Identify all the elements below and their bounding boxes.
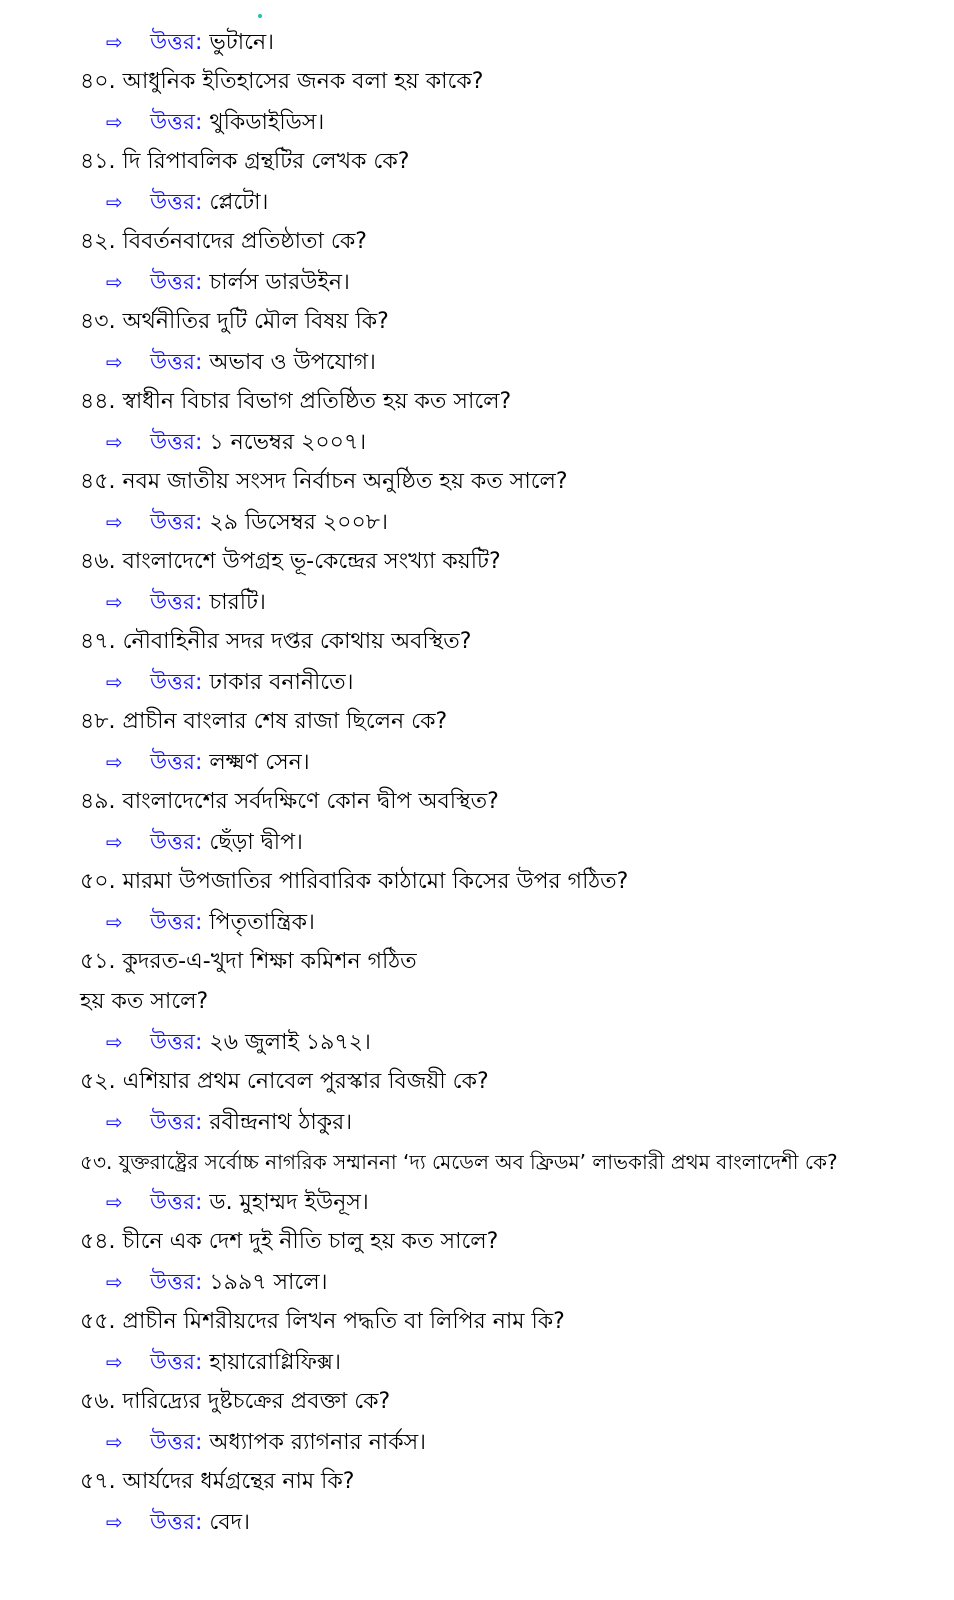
question-row: ৪৫. নবম জাতীয় সংসদ নির্বাচন অনুষ্ঠিত হয় কত সালে? — [80, 469, 568, 494]
answer-row — [106, 1186, 369, 1218]
answer-label: উত্তর: — [150, 910, 203, 935]
question-row: ৫০. মারমা উপজাতির পারিবারিক কাঠামো কিসের উপর গঠিত? — [80, 869, 629, 894]
answer-row — [106, 586, 266, 618]
answer-label: উত্তর: — [150, 1270, 203, 1295]
answer-row — [106, 26, 274, 58]
arrow-right-icon: ⇨ — [106, 670, 123, 694]
answer-label: উত্তর: — [150, 190, 203, 215]
answer-row — [106, 746, 310, 778]
answer-row — [106, 1026, 371, 1058]
answer-label: উত্তর: — [150, 1430, 203, 1455]
answer-row — [106, 666, 353, 698]
arrow-right-icon: ⇨ — [106, 590, 123, 614]
answer-text: রবীন্দ্রনাথ ঠাকুর। — [209, 1110, 353, 1135]
answer-row — [106, 426, 366, 458]
answer-label: উত্তর: — [150, 670, 203, 695]
arrow-right-icon: ⇨ — [106, 270, 123, 294]
question-row: ৪৭. নৌবাহিনীর সদর দপ্তর কোথায় অবস্থিত? — [80, 629, 472, 654]
arrow-right-icon: ⇨ — [106, 1430, 123, 1454]
answer-row — [106, 106, 324, 138]
answer-row — [106, 826, 303, 858]
arrow-right-icon: ⇨ — [106, 1110, 123, 1134]
answer-text: পিতৃতান্ত্রিক। — [209, 910, 315, 935]
answer-text: লক্ষ্মণ সেন। — [209, 750, 310, 775]
answer-label: উত্তর: — [150, 1510, 203, 1535]
answer-label: উত্তর: — [150, 590, 203, 615]
question-row: ৪১. দি রিপাবলিক গ্রন্থটির লেখক কে? — [80, 149, 410, 174]
answer-label: উত্তর: — [150, 830, 203, 855]
arrow-right-icon: ⇨ — [106, 510, 123, 534]
answer-text: ১ নভেম্বর ২০০৭। — [209, 430, 367, 455]
arrow-right-icon: ⇨ — [106, 1350, 123, 1374]
answer-text: ২৬ জুলাই ১৯৭২। — [209, 1030, 371, 1055]
answer-text: ভুটানে। — [209, 30, 274, 55]
answer-label: উত্তর: — [150, 1190, 203, 1215]
answer-text: বেদ। — [209, 1510, 250, 1535]
answer-row — [106, 346, 376, 378]
answer-label: উত্তর: — [150, 30, 203, 55]
answer-text: ছেঁড়া দ্বীপ। — [209, 830, 303, 855]
arrow-right-icon: ⇨ — [106, 1190, 123, 1214]
answer-row — [106, 1426, 426, 1458]
answer-label: উত্তর: — [150, 430, 203, 455]
arrow-right-icon: ⇨ — [106, 750, 123, 774]
answer-label: উত্তর: — [150, 750, 203, 775]
answer-text: ২৯ ডিসেম্বর ২০০৮। — [209, 510, 388, 535]
question-row: ৪২. বিবর্তনবাদের প্রতিষ্ঠাতা কে? — [80, 229, 367, 254]
answer-text: হায়ারোগ্লিফিক্স। — [209, 1350, 341, 1375]
answer-text: থুকিডাইডিস। — [209, 110, 325, 135]
answer-row — [106, 506, 388, 538]
answer-row — [106, 1346, 341, 1378]
question-row: ৪৩. অর্থনীতির দুটি মৌল বিষয় কি? — [80, 309, 389, 334]
question-row: ৫১. কুদরত-এ-খুদা শিক্ষা কমিশন গঠিত — [80, 949, 417, 974]
answer-row — [106, 186, 268, 218]
answer-row — [106, 266, 350, 298]
answer-row — [106, 906, 315, 938]
arrow-right-icon: ⇨ — [106, 830, 123, 854]
answer-text: চারটি। — [209, 590, 266, 615]
question-row: ৫২. এশিয়ার প্রথম নোবেল পুরস্কার বিজয়ী কে? — [80, 1069, 489, 1094]
answer-row — [106, 1266, 328, 1298]
arrow-right-icon: ⇨ — [106, 30, 123, 54]
question-row: ৪৯. বাংলাদেশের সর্বদক্ষিণে কোন দ্বীপ অবস্থিত? — [80, 789, 499, 814]
answer-row — [106, 1506, 250, 1538]
question-row: ৫৭. আর্যদের ধর্মগ্রন্থের নাম কি? — [80, 1469, 355, 1494]
question-row: ৪০. আধুনিক ইতিহাসের জনক বলা হয় কাকে? — [80, 69, 484, 94]
answer-label: উত্তর: — [150, 510, 203, 535]
answer-label: উত্তর: — [150, 1350, 203, 1375]
question-row: ৪৬. বাংলাদেশে উপগ্রহ ভূ-কেন্দ্রের সংখ্যা কয়টি? — [80, 549, 501, 574]
question-row: ৫৪. চীনে এক দেশ দুই নীতি চালু হয় কত সালে? — [80, 1229, 499, 1254]
answer-text: অধ্যাপক র‍্যাগনার নার্কস। — [209, 1430, 427, 1455]
answer-text: ১৯৯৭ সালে। — [209, 1270, 328, 1295]
answer-text: ঢাকার বনানীতে। — [209, 670, 354, 695]
answer-text: চার্লস ডারউইন। — [209, 270, 350, 295]
answer-label: উত্তর: — [150, 1030, 203, 1055]
answer-text: প্লেটো। — [209, 190, 269, 215]
arrow-right-icon: ⇨ — [106, 110, 123, 134]
question-row: ৫৩. যুক্তরাষ্ট্রের সর্বোচ্চ নাগরিক সম্মাননা ‘দ্য মেডেল অব ফ্রিডম’ লাভকারী প্রথম বাংলাদেশী কে? — [80, 1150, 838, 1174]
answer-row — [106, 1106, 352, 1138]
arrow-right-icon: ⇨ — [106, 350, 123, 374]
answer-text: ড. মুহাম্মদ ইউনূস। — [209, 1190, 369, 1215]
question-row: ৪৮. প্রাচীন বাংলার শেষ রাজা ছিলেন কে? — [80, 709, 448, 734]
question-row: ৫৫. প্রাচীন মিশরীয়দের লিখন পদ্ধতি বা লিপির নাম কি? — [80, 1309, 565, 1334]
stray-dot — [258, 14, 262, 18]
answer-text: অভাব ও উপযোগ। — [209, 350, 376, 375]
answer-label: উত্তর: — [150, 1110, 203, 1135]
answer-label: উত্তর: — [150, 350, 203, 375]
question-row-continuation: হয় কত সালে? — [80, 989, 209, 1014]
arrow-right-icon: ⇨ — [106, 190, 123, 214]
arrow-right-icon: ⇨ — [106, 1510, 123, 1534]
arrow-right-icon: ⇨ — [106, 1270, 123, 1294]
arrow-right-icon: ⇨ — [106, 910, 123, 934]
arrow-right-icon: ⇨ — [106, 430, 123, 454]
answer-label: উত্তর: — [150, 270, 203, 295]
arrow-right-icon: ⇨ — [106, 1030, 123, 1054]
answer-label: উত্তর: — [150, 110, 203, 135]
question-row: ৪৪. স্বাধীন বিচার বিভাগ প্রতিষ্ঠিত হয় কত সালে? — [80, 389, 512, 414]
question-row: ৫৬. দারিদ্র্যের দুষ্টচক্রের প্রবক্তা কে? — [80, 1389, 391, 1414]
